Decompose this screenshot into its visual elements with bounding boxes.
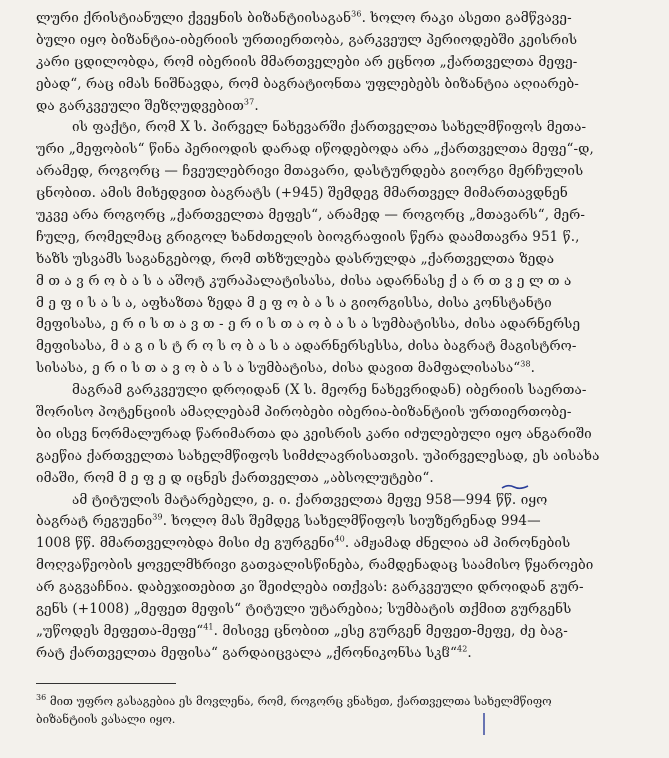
line-text: მაგრამ გარკვეული დროიდან (X ს. მეორე ნახევრიდან) იბერიის საერთა- xyxy=(72,382,587,399)
line-text-rest: . xyxy=(254,97,259,114)
line-text: ბული იყო ბიზანტია-იბერიის ურთიერთობა, გარკვეულ პერიოდებში კეისრის xyxy=(36,31,578,48)
line-text-rest: . ხოლო მას შემდეგ სახელმწიფოს სიუზერენად 994— xyxy=(162,513,541,530)
text-line xyxy=(36,52,645,74)
line-text: იმაში, რომ მ ე ფ ე დ იცნეს ქართველთა „აბსოლუტები“. xyxy=(36,469,434,486)
line-text: კარი ცდილობდა, რომ იბერიის მმართველები არ ეცნოთ „ქართველთა მეფე- xyxy=(36,53,578,70)
line-text: ცნობით. ამის მიხედვით ბაგრატს (+945) შემდეგ მმართველ მიმართავდნენ xyxy=(36,185,568,202)
pen-mark-icon xyxy=(500,482,530,492)
text-line xyxy=(36,117,645,139)
text-line xyxy=(36,577,645,599)
body-text xyxy=(36,8,645,665)
footnote-ref: 38 xyxy=(520,359,531,369)
footnote-text: ბიზანტიის ვასალი იყო. xyxy=(36,711,176,726)
line-text: და გარკვეული შეზღუდვებით xyxy=(36,97,244,114)
paragraph xyxy=(36,380,645,489)
text-line xyxy=(36,249,645,271)
line-text: ური „მეფობის“ წინა პერიოდის დარად იწოდებოდა არა „ქართველთა მეფე“-დ, xyxy=(36,141,594,158)
line-text-rest: . xyxy=(467,644,472,661)
text-line xyxy=(36,293,645,315)
text-line xyxy=(36,161,645,183)
paragraph xyxy=(36,117,645,380)
line-text: გაეწია ქართველთა სახელმწიფოს სიმძლავრისათვის. უპირველესად, ეს აისახა xyxy=(36,447,600,464)
line-text-rest: . მისივე ცნობით „ესე გურგენ მეფეთ-მეფე, ძე ბაგ- xyxy=(213,622,568,639)
line-text: რატ ქართველთა მეფისა“ გარდაიცვალა „ქრონიკონსა სკჱ“ xyxy=(36,644,457,661)
text-line xyxy=(36,358,645,380)
line-text: ამ ტიტულის მატარებელი, ე. ი. ქართველთა მეფე 958—994 წწ. იყო xyxy=(72,491,548,508)
text-line xyxy=(36,555,645,577)
line-text: უკვე არა როგორც „ქართველთა მეფეს“, არამედ — როგორც „მთავარს“, მერ- xyxy=(36,207,586,224)
line-text: ის ფაქტი, რომ X ს. პირველ ნახევარში ქართველთა სახელმწიფოს მეთა- xyxy=(72,119,587,136)
text-line xyxy=(36,446,645,468)
line-text: „უწოდეს მეფეთა-მეფე“ xyxy=(36,622,204,639)
text-line xyxy=(36,468,645,490)
line-text: შორისო პოტენციის ამაღლებამ პირობები იბერია-ბიზანტიის ურთიერთობე- xyxy=(36,404,572,421)
text-line xyxy=(36,599,645,621)
line-text: არამედ, როგორც — ჩვეულებრივი მთავარი, დასტურდება გიორგი მერჩულის xyxy=(36,163,584,180)
text-line xyxy=(36,139,645,161)
text-line xyxy=(36,30,645,52)
line-text: 1008 წწ. მმართველობდა მისი ძე გურგენი xyxy=(36,535,335,552)
text-line xyxy=(36,336,645,358)
text-line xyxy=(36,621,645,643)
text-line xyxy=(36,314,645,336)
text-line xyxy=(36,271,645,293)
line-text: ბაგრატ რეგუენი xyxy=(36,513,153,530)
paragraph xyxy=(36,490,645,665)
text-line xyxy=(36,533,645,555)
line-text: ხაზს უსვამს საგანგებოდ, რომ თხზულება დასრულდა „ქართველთა ზედა xyxy=(36,250,555,267)
footnote-line xyxy=(36,692,645,710)
line-text-rest: . ხოლო რაკი ასეთი გამწვავე- xyxy=(361,10,572,26)
text-line xyxy=(36,183,645,205)
footnotes xyxy=(36,692,645,728)
text-line xyxy=(36,511,645,533)
line-text: მეფისასა, ე რ ი ს თ ა ვ თ - ე რ ი ს თ ა ო ბ ა ს ა სუმბატისსა, ძისა ადარნერსე xyxy=(36,316,581,333)
text-line xyxy=(36,643,645,665)
footnote-ref: 41 xyxy=(203,622,214,632)
footnote-ref: 42 xyxy=(457,644,468,654)
text-line xyxy=(36,96,645,118)
paragraph xyxy=(36,8,645,117)
footnote-text: მით უფრო გასაგებია ეს მოვლენა, რომ, როგორც ვნახეთ, ქართველთა სახელმწიფო xyxy=(46,693,552,708)
footnote-ref: 40 xyxy=(334,534,345,544)
line-text: მ ე ფ ი ს ა ს ა, აფხაზთა ზედა მ ე ფ ო ბ ა ს ა გიორგისსა, ძისა კონსტანტი xyxy=(36,294,552,311)
line-text: მოღვაწეობის ყოველმხრივი გათვალისწინება, რამდენადაც საამისო წყაროები xyxy=(36,557,594,574)
text-line xyxy=(36,205,645,227)
line-text: ბი ისევ ნორმალურად წარიმართა და კეისრის კარი იძულებული იყო ანგარიში xyxy=(36,425,592,442)
line-text-rest: . ამჟამად ძნელია ამ პირონების xyxy=(344,535,571,552)
line-text-rest: . xyxy=(530,360,536,377)
footnote-ref: 36 xyxy=(351,9,362,19)
text-line xyxy=(36,8,645,30)
line-text: ჩულე, რომელმაც გრიგოლ ხანძთელის ბიოგრაფიის წერა დაამთავრა 951 წ., xyxy=(36,228,580,245)
line-text: ლური ქრისტიანული ქვეყნის ბიზანტიისაგან xyxy=(36,10,352,26)
text-line xyxy=(36,402,645,424)
line-text: არ გაგვაჩნია. დაბეჯითებით კი შეიძლება ითქვას: გარკვეული დროიდან გურ- xyxy=(36,579,584,596)
footnote-number: 36 xyxy=(36,692,47,702)
text-line xyxy=(36,74,645,96)
text-line xyxy=(36,424,645,446)
footnote-line xyxy=(36,710,645,728)
line-text: ებად“, რაც იმას ნიშნავდა, რომ ბაგრატიონთა უფლებებს ბიზანტია აღიარებ- xyxy=(36,75,579,92)
line-text: მეფისასა, მ ა გ ი ს ტ რ ო ს ო ბ ა ს ა ადარნერსესსა, ძისა ბაგრატ მაგისტრო- xyxy=(36,338,577,355)
footnote-ref: 39 xyxy=(152,512,163,522)
line-text: გენს (+1008) „მეფეთ მეფის“ ტიტული უტარებია; სუმბატის თქმით გურგენს xyxy=(36,601,572,618)
text-line xyxy=(36,380,645,402)
footnote-divider xyxy=(36,683,176,684)
footnote-ref: 37 xyxy=(243,97,255,107)
line-text: მ თ ა ვ რ ო ბ ა ს ა აშოტ კურაპალატისასა, ძისა ადარნასე ქ ა რ თ ვ ე ლ თ ა xyxy=(36,272,572,289)
line-text: სისასა, ე რ ი ს თ ა ვ ო ბ ა ს ა სუმბატისა, ძისა დავით მამფალისასა“ xyxy=(36,360,521,377)
text-line xyxy=(36,490,645,512)
pen-tick-icon xyxy=(481,712,487,736)
text-line xyxy=(36,227,645,249)
